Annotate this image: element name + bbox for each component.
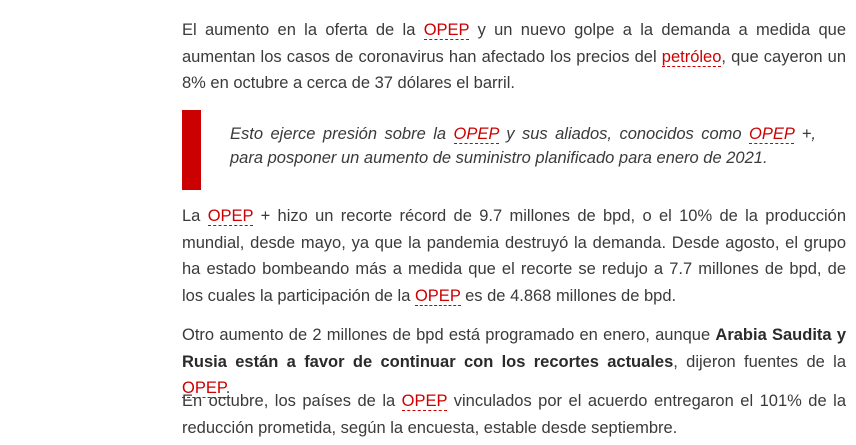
keyword-link-opep[interactable]: OPEP <box>207 207 254 225</box>
text: vinculados por el acuerdo entregaron el 101% de la reducción prometida, según la encuesta, estable desde septiembre. <box>182 392 846 437</box>
keyword-link-opep[interactable]: OPEP <box>453 125 499 143</box>
text: y un nuevo golpe a la demanda a medida que aumentan los casos de coronavirus han afectado los precios del <box>182 21 846 66</box>
bold-text: Arabia Saudita y Rusia están a favor de continuar con los recortes actuales <box>182 326 846 371</box>
text: +, para posponer un aumento de suministro planificado para enero de 2021. <box>230 125 816 167</box>
text: es de 4.868 millones de bpd. <box>460 286 677 305</box>
text: La <box>182 207 208 225</box>
keyword-link-petroleo[interactable]: petróleo <box>661 47 722 66</box>
text: + hizo un recorte récord de 9.7 millones de bpd, o el 10% de la producción mundial, desde mayo, ya que la pandemia destruyó la demanda. Desde agosto, el grupo ha estado bombeando más a medida que el recorte se redujo a 7.7 millones de bpd, de los cuales la participación de la <box>182 207 847 305</box>
blockquote <box>182 110 846 190</box>
text: El aumento en la oferta de la <box>182 21 424 39</box>
text: Otro aumento de 2 millones de bpd está programado en enero, aunque <box>182 326 716 344</box>
text: , que cayeron un 8% en octubre a cerca de 37 dólares el barril. <box>182 47 846 92</box>
text: . <box>225 379 231 397</box>
paragraph-october-compliance <box>182 388 846 441</box>
text: y sus aliados, conocidos como <box>498 125 750 143</box>
keyword-link-opep[interactable]: OPEP <box>749 125 795 143</box>
keyword-link-opep[interactable]: OPEP <box>414 286 461 305</box>
keyword-link-opep[interactable]: OPEP <box>401 392 448 410</box>
text: Esto ejerce presión sobre la <box>230 125 454 143</box>
paragraph-oil-prices <box>182 17 846 97</box>
text: , dijeron fuentes de la <box>673 352 847 371</box>
keyword-link-opep[interactable]: OPEP <box>423 21 470 39</box>
keyword-link-opep[interactable]: OPEP <box>182 379 226 397</box>
text: En octubre, los países de la <box>182 392 402 410</box>
quote-accent-bar <box>182 110 201 190</box>
quote-text <box>230 122 816 170</box>
paragraph-production-cut <box>182 203 846 309</box>
